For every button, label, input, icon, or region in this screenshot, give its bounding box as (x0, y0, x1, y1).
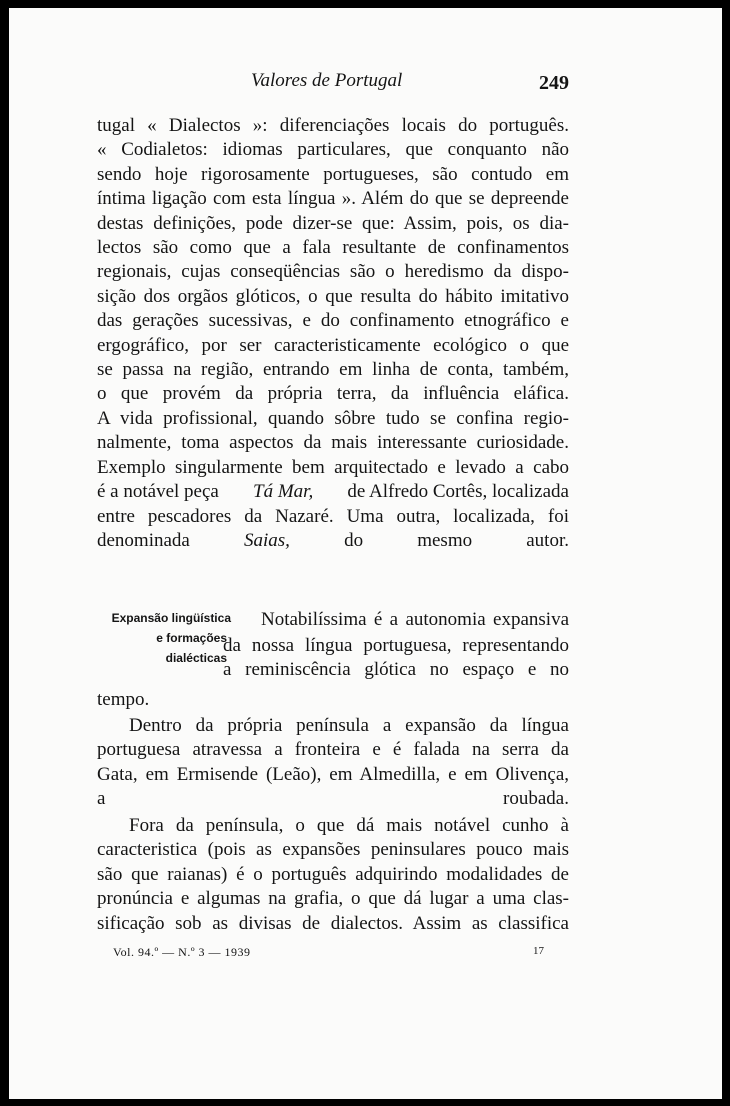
text-line: destas definições, pode dizer-se que: Assim, pois, os dia- (97, 212, 569, 234)
text-line: a roubada. (97, 788, 569, 810)
section-sidenote (89, 608, 231, 668)
sidenote-line: e formações (156, 631, 227, 645)
text-line: regionais, cujas conseqüências são o heredismo da dispo- (97, 261, 569, 283)
text-line: a reminiscência glótica no espaço e no (223, 659, 569, 681)
text-line (97, 529, 569, 553)
text-line: se passa na região, entrando em linha de conta, também, (97, 359, 569, 381)
text-line: o que provém da própria terra, da influência eláfica. (97, 383, 569, 405)
paragraph-2-tail (97, 688, 569, 712)
page-number: 249 (539, 72, 569, 94)
running-head (97, 70, 569, 96)
footer-signature: Vol. 94.º — N.º 3 — 1939 (113, 945, 251, 959)
text-line: pronúncia e algumas na grafia, o que dá lugar a uma clas- (97, 888, 569, 910)
text-line: nalmente, toma aspectos da mais interessante curiosidade. (97, 432, 569, 454)
text-line: Gata, em Ermisende (Leão), em Almedilla, e em Olivença, (97, 763, 569, 785)
text-line: são que raianas) é o português adquirindo modalidades de (97, 863, 569, 885)
footer-sheet-number: 17 (533, 945, 544, 957)
text-line: lectos são como que a fala resultante de confinamentos (97, 237, 569, 259)
text-line: Dentro da própria península a expansão da língua (129, 715, 569, 736)
paragraph-4 (97, 814, 569, 936)
paragraph-1 (97, 114, 569, 553)
paragraph-2-head (261, 608, 569, 632)
sidenote-line: dialécticas (165, 651, 227, 665)
text-line: das gerações sucessivas, e do confinamento etnográfico e (97, 310, 569, 332)
text-line: da nossa língua portuguesa, representando (223, 635, 569, 656)
text-line: entre pescadores da Nazaré. Uma outra, localizada, foi (97, 505, 569, 527)
text-line: Notabilíssima é a autonomia expansiva (261, 609, 569, 630)
play-title-saias: Saias, (244, 529, 290, 551)
text-line: tugal « Dialectos »: diferenciações locais do português. (97, 115, 569, 136)
text-line: tempo. (97, 689, 150, 710)
sidenote-line: Expansão lingüística (111, 611, 231, 625)
running-title: Valores de Portugal (251, 70, 403, 91)
text-line: « Codialetos: idiomas particulares, que conquanto não (97, 139, 569, 161)
text-fragment: é a notável peça (97, 481, 219, 503)
text-line: ergográfico, por ser caracteristicamente ecológico o que (97, 334, 569, 356)
paragraph-2-head (223, 634, 569, 683)
text-fragment: do mesmo autor. (344, 529, 569, 551)
text-line: sição dos orgãos glóticos, o que resulta do hábito imitativo (97, 285, 569, 307)
play-title-ta-mar: Tá Mar, (253, 481, 314, 503)
text-line: A vida profissional, quando sôbre tudo se confina regio- (97, 407, 569, 429)
text-fragment: denominada (97, 529, 190, 551)
text-line: caracteristica (pois as expansões peninsulares pouco mais (97, 839, 569, 861)
text-fragment: de Alfredo Cortês, localizada (347, 481, 569, 503)
text-line: portuguesa atravessa a fronteira e é falada na serra da (97, 739, 569, 761)
text-line: sificação sob as divisas de dialectos. Assim as classifica (97, 912, 569, 934)
paragraph-3 (97, 714, 569, 812)
text-line: Exemplo singularmente bem arquitectado e levado a cabo (97, 456, 569, 478)
text-line: sendo hoje rigorosamente portugueses, são contudo em (97, 163, 569, 185)
text-line (97, 480, 569, 504)
text-line: Fora da península, o que dá mais notável cunho à (129, 815, 569, 836)
text-line: íntima ligação com esta língua ». Além do que se depreende (97, 188, 569, 210)
